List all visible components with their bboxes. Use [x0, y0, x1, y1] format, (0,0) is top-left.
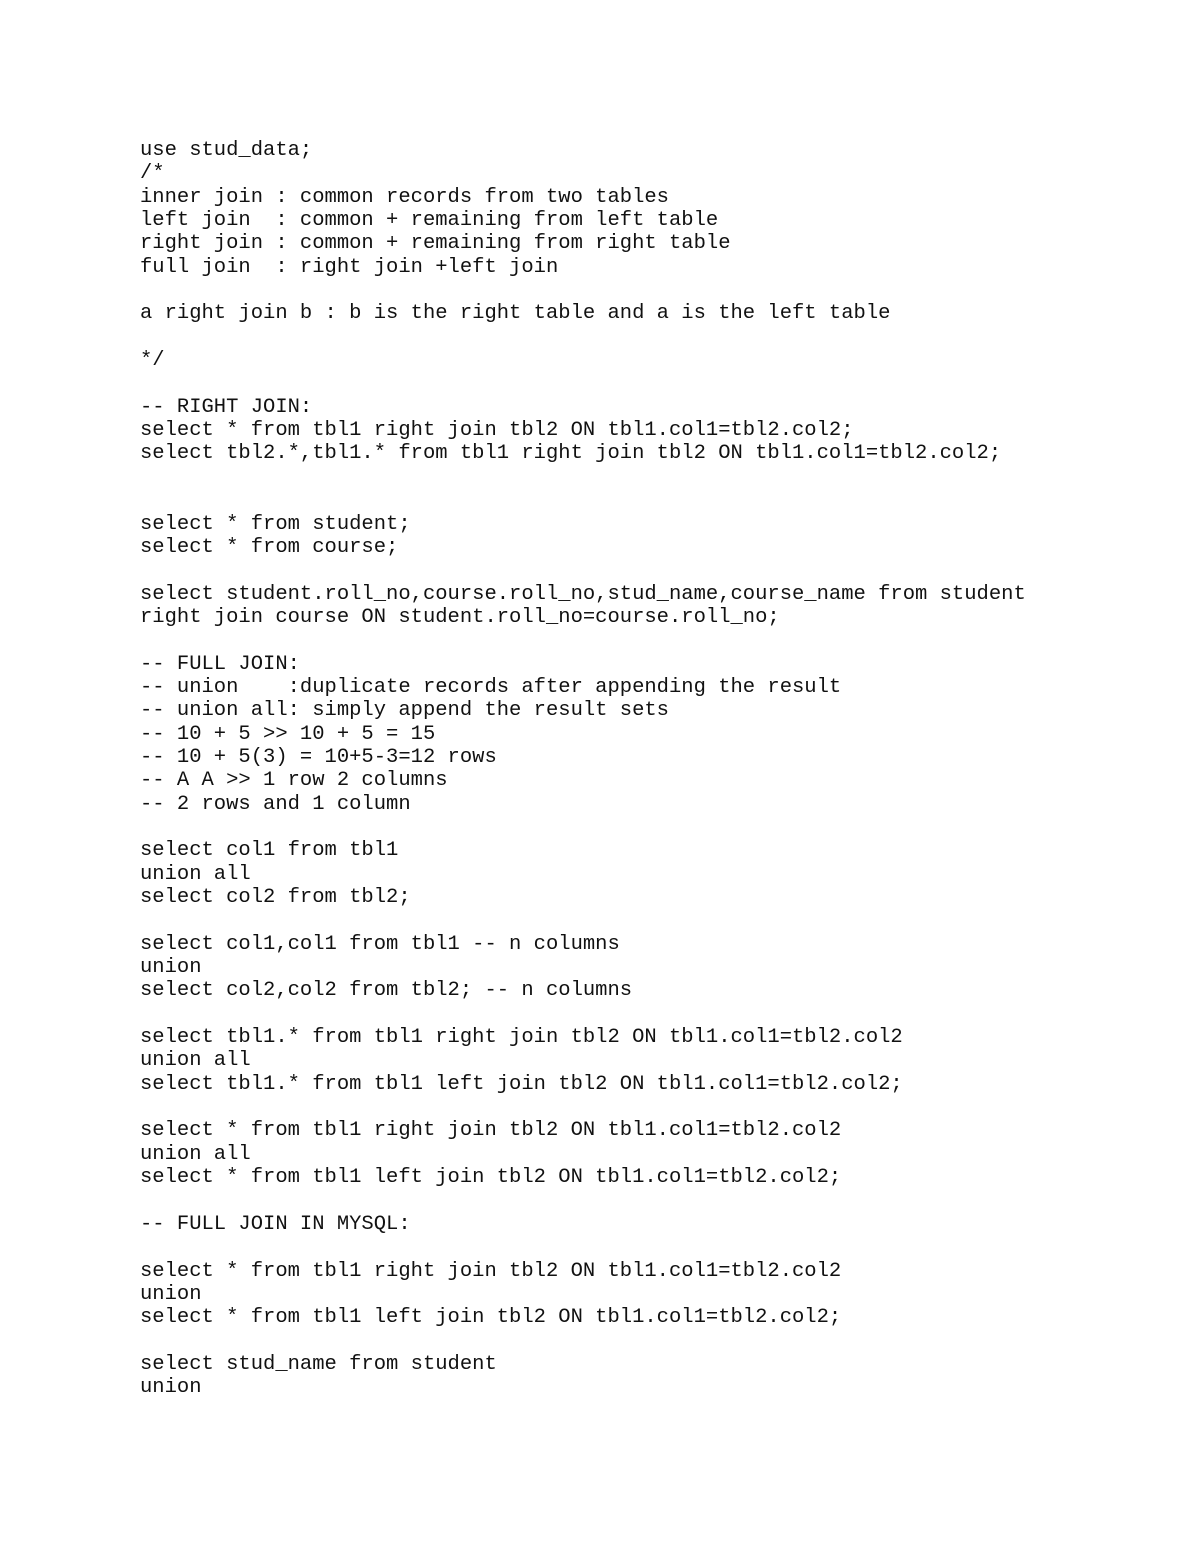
code-line: -- A A >> 1 row 2 columns: [140, 769, 448, 793]
code-line: [140, 279, 1160, 302]
code-line: /*: [140, 162, 165, 186]
code-line: full join : right join +left join: [140, 255, 559, 279]
code-line: [140, 489, 1160, 512]
code-line: -- RIGHT JOIN:: [140, 395, 313, 419]
code-line: -- FULL JOIN:: [140, 652, 300, 676]
code-line: [140, 909, 1160, 932]
code-line: union all: [140, 862, 251, 886]
code-line: [140, 372, 1160, 395]
code-line: [140, 1096, 1160, 1119]
code-line: select col2 from tbl2;: [140, 886, 411, 909]
code-line: select * from tbl1 right join tbl2 ON tbl1.col1=tbl2.col2: [140, 1259, 842, 1283]
code-line: -- FULL JOIN IN MYSQL:: [140, 1212, 411, 1236]
code-line: select col1,col1 from tbl1 -- n columns: [140, 932, 620, 956]
code-line: left join : common + remaining from left table: [140, 209, 719, 233]
code-line: [140, 466, 1160, 489]
code-line: [140, 1189, 1160, 1212]
code-line: select * from tbl1 right join tbl2 ON tbl1.col1=tbl2.col2: [140, 1119, 842, 1143]
code-line: select * from tbl1 left join tbl2 ON tbl1.col1=tbl2.col2;: [140, 1306, 842, 1330]
code-line: union: [140, 956, 202, 980]
code-line: -- 10 + 5 >> 10 + 5 = 15: [140, 722, 436, 746]
code-line: [140, 629, 1160, 652]
code-line: select * from tbl1 right join tbl2 ON tbl1.col1=tbl2.col2;: [140, 419, 854, 443]
code-line: union: [140, 1282, 202, 1306]
code-line: -- union all: simply append the result sets: [140, 699, 669, 723]
code-line: select tbl1.* from tbl1 right join tbl2 ON tbl1.col1=tbl2.col2: [140, 1026, 903, 1050]
code-line: select * from student;: [140, 512, 411, 536]
code-line: select * from tbl1 left join tbl2 ON tbl1.col1=tbl2.col2;: [140, 1166, 842, 1190]
code-line: select * from course;: [140, 535, 399, 559]
code-line: select tbl2.*,tbl1.* from tbl1 right join tbl2 ON tbl1.col1=tbl2.col2;: [140, 442, 1002, 466]
code-line: right join course ON student.roll_no=course.roll_no;: [140, 605, 780, 629]
code-line: */: [140, 349, 165, 373]
code-line: [140, 816, 1160, 839]
code-line: use stud_data;: [140, 139, 313, 162]
code-line: [140, 559, 1160, 582]
code-line: union: [140, 1376, 202, 1400]
sql-code-block: [140, 139, 1160, 1400]
code-line: [140, 326, 1160, 349]
code-line: select tbl1.* from tbl1 left join tbl2 ON tbl1.col1=tbl2.col2;: [140, 1072, 903, 1096]
code-line: [140, 1236, 1160, 1259]
code-line: select stud_name from student: [140, 1352, 497, 1376]
code-line: select col1 from tbl1: [140, 839, 399, 863]
code-line: -- 2 rows and 1 column: [140, 792, 411, 816]
code-line: select student.roll_no,course.roll_no,stud_name,course_name from student: [140, 582, 1026, 606]
code-line: a right join b : b is the right table and a is the left table: [140, 302, 891, 326]
code-line: -- union :duplicate records after appending the result: [140, 675, 842, 699]
code-line: union all: [140, 1142, 251, 1166]
code-line: -- 10 + 5(3) = 10+5-3=12 rows: [140, 745, 497, 769]
code-line: [140, 1003, 1160, 1026]
code-line: inner join : common records from two tables: [140, 185, 669, 209]
code-line: right join : common + remaining from right table: [140, 232, 731, 256]
code-line: select col2,col2 from tbl2; -- n columns: [140, 979, 633, 1003]
code-line: union all: [140, 1049, 251, 1073]
code-line: [140, 1330, 1160, 1353]
